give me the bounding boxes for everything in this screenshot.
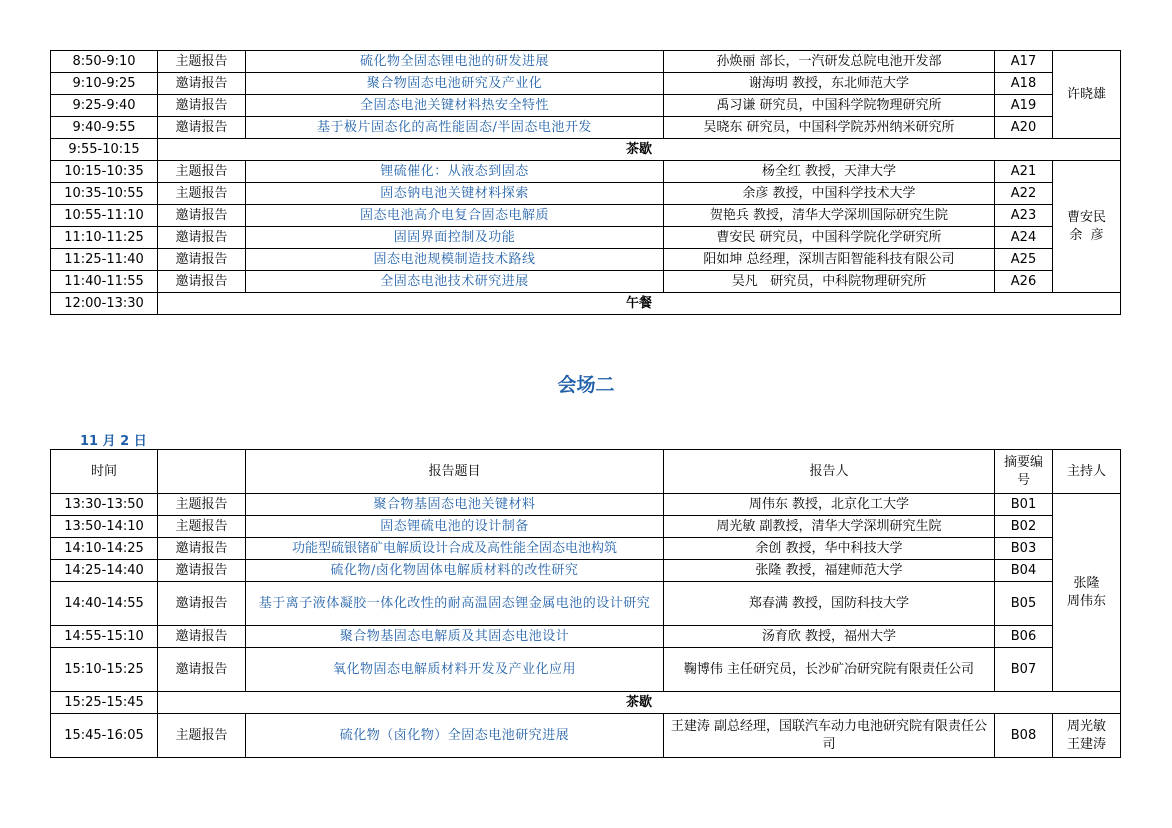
time-cell: 10:15-10:35 <box>51 161 158 183</box>
schedule-table-venue-2 <box>50 449 1121 758</box>
topic-cell: 锂硫催化：从液态到固态 <box>246 161 664 183</box>
topic-cell: 基于极片固态化的高性能固态/半固态电池开发 <box>246 117 664 139</box>
time-cell: 10:35-10:55 <box>51 183 158 205</box>
table-row <box>51 183 1121 205</box>
break-label: 茶歇 <box>158 692 1121 714</box>
date-label: 11 月 2 日 <box>80 434 147 449</box>
speaker-cell: 汤育欣 教授，福州大学 <box>664 626 995 648</box>
table-row <box>51 516 1121 538</box>
speaker-cell: 吴凡 研究员，中科院物理研究所 <box>664 271 995 293</box>
type-cell: 邀请报告 <box>158 582 246 626</box>
header-topic: 报告题目 <box>246 450 664 494</box>
code-cell: A25 <box>995 249 1053 271</box>
time-cell: 15:10-15:25 <box>51 648 158 692</box>
code-cell: B01 <box>995 494 1053 516</box>
type-cell: 邀请报告 <box>158 205 246 227</box>
time-cell: 9:10-9:25 <box>51 73 158 95</box>
time-cell: 15:45-16:05 <box>51 714 158 758</box>
speaker-cell: 郑春满 教授，国防科技大学 <box>664 582 995 626</box>
topic-cell: 功能型硫银锗矿电解质设计合成及高性能全固态电池构筑 <box>246 538 664 560</box>
break-row <box>51 139 1121 161</box>
topic-cell: 氧化物固态电解质材料开发及产业化应用 <box>246 648 664 692</box>
time-cell: 13:30-13:50 <box>51 494 158 516</box>
table-row <box>51 714 1121 758</box>
speaker-cell: 杨全红 教授，天津大学 <box>664 161 995 183</box>
speaker-cell: 曹安民 研究员，中国科学院化学研究所 <box>664 227 995 249</box>
speaker-cell: 鞠博伟 主任研究员，长沙矿冶研究院有限责任公司 <box>664 648 995 692</box>
time-cell: 11:10-11:25 <box>51 227 158 249</box>
topic-cell: 固态锂硫电池的设计制备 <box>246 516 664 538</box>
host-name: 曹安民 <box>1066 209 1106 225</box>
topic-cell: 聚合物基固态电池关键材料 <box>246 494 664 516</box>
speaker-cell: 余创 教授，华中科技大学 <box>664 538 995 560</box>
topic-cell: 硫化物（卤化物）全固态电池研究进展 <box>246 714 664 758</box>
type-cell: 主题报告 <box>158 714 246 758</box>
speaker-cell: 谢海明 教授，东北师范大学 <box>664 73 995 95</box>
type-cell: 邀请报告 <box>158 271 246 293</box>
break-row <box>51 692 1121 714</box>
table-row <box>51 227 1121 249</box>
type-cell: 主题报告 <box>158 494 246 516</box>
table-row <box>51 560 1121 582</box>
table-row <box>51 494 1121 516</box>
time-cell: 9:25-9:40 <box>51 95 158 117</box>
code-cell: A19 <box>995 95 1053 117</box>
type-cell: 邀请报告 <box>158 117 246 139</box>
time-cell: 14:40-14:55 <box>51 582 158 626</box>
host-name: 张隆 <box>1073 575 1100 591</box>
type-cell: 邀请报告 <box>158 95 246 117</box>
code-cell: A26 <box>995 271 1053 293</box>
type-cell: 邀请报告 <box>158 560 246 582</box>
table-row <box>51 51 1121 73</box>
host-cell <box>1053 714 1121 758</box>
code-cell: A17 <box>995 51 1053 73</box>
table-row <box>51 117 1121 139</box>
table-row <box>51 582 1121 626</box>
topic-cell: 基于离子液体凝胶一体化改性的耐高温固态锂金属电池的设计研究 <box>246 582 664 626</box>
type-cell: 主题报告 <box>158 516 246 538</box>
topic-cell: 固态电池高介电复合固态电解质 <box>246 205 664 227</box>
code-cell: B08 <box>995 714 1053 758</box>
code-cell: B07 <box>995 648 1053 692</box>
time-cell: 9:40-9:55 <box>51 117 158 139</box>
host-name: 王建涛 <box>1066 736 1106 752</box>
time-cell: 13:50-14:10 <box>51 516 158 538</box>
lunch-label: 午餐 <box>158 293 1121 315</box>
table-row <box>51 161 1121 183</box>
speaker-cell: 孙焕丽 部长，一汽研发总院电池开发部 <box>664 51 995 73</box>
header-row <box>51 450 1121 494</box>
type-cell: 邀请报告 <box>158 538 246 560</box>
host-name: 余 彦 <box>1069 227 1104 243</box>
time-cell: 12:00-13:30 <box>51 293 158 315</box>
time-cell: 11:40-11:55 <box>51 271 158 293</box>
topic-cell: 全固态电池关键材料热安全特性 <box>246 95 664 117</box>
header-speaker: 报告人 <box>664 450 995 494</box>
break-label: 茶歇 <box>158 139 1121 161</box>
time-cell: 14:10-14:25 <box>51 538 158 560</box>
speaker-cell: 王建涛 副总经理，国联汽车动力电池研究院有限责任公司 <box>664 714 995 758</box>
topic-cell: 聚合物固态电池研究及产业化 <box>246 73 664 95</box>
table-row <box>51 73 1121 95</box>
header-host: 主持人 <box>1053 450 1121 494</box>
speaker-cell: 张隆 教授，福建师范大学 <box>664 560 995 582</box>
speaker-cell: 贺艳兵 教授，清华大学深圳国际研究生院 <box>664 205 995 227</box>
time-cell: 14:25-14:40 <box>51 560 158 582</box>
code-cell: A24 <box>995 227 1053 249</box>
speaker-cell: 禹习谦 研究员，中国科学院物理研究所 <box>664 95 995 117</box>
table-row <box>51 626 1121 648</box>
topic-cell: 固态钠电池关键材料探索 <box>246 183 664 205</box>
host-name: 周光敏 <box>1066 718 1106 734</box>
host-cell <box>1053 494 1121 692</box>
header-time: 时间 <box>51 450 158 494</box>
time-cell: 15:25-15:45 <box>51 692 158 714</box>
venue-title: 会场二 <box>557 374 615 396</box>
header-code: 摘要编号 <box>995 450 1053 494</box>
table-row <box>51 271 1121 293</box>
speaker-cell: 阳如坤 总经理，深圳吉阳智能科技有限公司 <box>664 249 995 271</box>
host-cell <box>1053 161 1121 293</box>
type-cell: 邀请报告 <box>158 73 246 95</box>
time-cell: 8:50-9:10 <box>51 51 158 73</box>
speaker-cell: 周光敏 副教授，清华大学深圳研究生院 <box>664 516 995 538</box>
code-cell: A23 <box>995 205 1053 227</box>
table-row <box>51 205 1121 227</box>
type-cell: 主题报告 <box>158 183 246 205</box>
table-row <box>51 249 1121 271</box>
speaker-cell: 余彦 教授，中国科学技术大学 <box>664 183 995 205</box>
code-cell: B04 <box>995 560 1053 582</box>
topic-cell: 硫化物/卤化物固体电解质材料的改性研究 <box>246 560 664 582</box>
lunch-row <box>51 293 1121 315</box>
code-cell: B03 <box>995 538 1053 560</box>
header-type <box>158 450 246 494</box>
host-cell: 许晓雄 <box>1053 51 1121 139</box>
host-name: 周伟东 <box>1066 593 1106 609</box>
code-cell: A20 <box>995 117 1053 139</box>
speaker-cell: 吴晓东 研究员，中国科学院苏州纳米研究所 <box>664 117 995 139</box>
topic-cell: 固固界面控制及功能 <box>246 227 664 249</box>
table-row <box>51 538 1121 560</box>
table-row <box>51 648 1121 692</box>
time-cell: 10:55-11:10 <box>51 205 158 227</box>
topic-cell: 全固态电池技术研究进展 <box>246 271 664 293</box>
time-cell: 9:55-10:15 <box>51 139 158 161</box>
code-cell: A18 <box>995 73 1053 95</box>
code-cell: B02 <box>995 516 1053 538</box>
schedule-table-session-a <box>50 50 1121 315</box>
code-cell: B06 <box>995 626 1053 648</box>
speaker-cell: 周伟东 教授，北京化工大学 <box>664 494 995 516</box>
code-cell: A22 <box>995 183 1053 205</box>
code-cell: A21 <box>995 161 1053 183</box>
time-cell: 11:25-11:40 <box>51 249 158 271</box>
time-cell: 14:55-15:10 <box>51 626 158 648</box>
type-cell: 邀请报告 <box>158 648 246 692</box>
code-cell: B05 <box>995 582 1053 626</box>
type-cell: 邀请报告 <box>158 227 246 249</box>
topic-cell: 聚合物基固态电解质及其固态电池设计 <box>246 626 664 648</box>
topic-cell: 硫化物全固态锂电池的研发进展 <box>246 51 664 73</box>
table-row <box>51 95 1121 117</box>
type-cell: 主题报告 <box>158 161 246 183</box>
type-cell: 邀请报告 <box>158 626 246 648</box>
type-cell: 邀请报告 <box>158 249 246 271</box>
type-cell: 主题报告 <box>158 51 246 73</box>
topic-cell: 固态电池规模制造技术路线 <box>246 249 664 271</box>
